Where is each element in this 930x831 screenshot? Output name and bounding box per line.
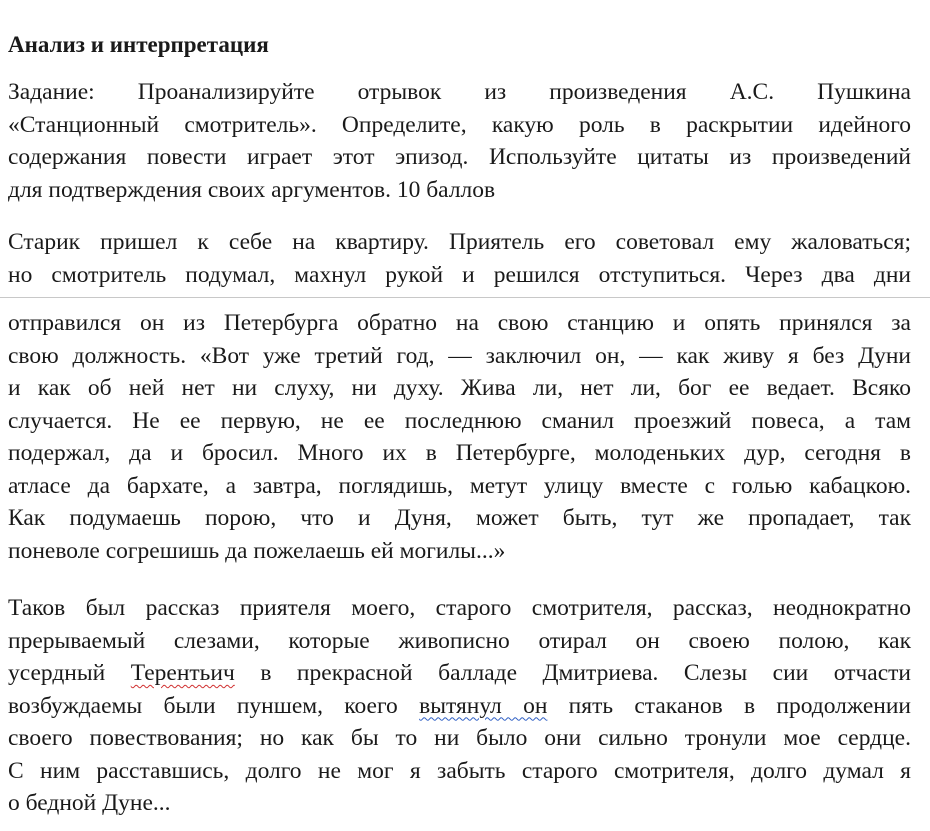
task-line: для подтверждения своих аргументов. 10 баллов [8,176,496,203]
task-paragraph [8,76,911,206]
grammar-marked-phrase[interactable]: вытянул он [419,692,548,719]
passage-line: о бедной Дуне... [8,790,171,816]
passage-line: атласе да бархате, а завтра, поглядишь, метут улицу вместе с голью кабацкою. [8,472,911,499]
passage-paragraph-top [8,226,911,291]
passage-line: Таков был рассказ приятеля моего, старого смотрителя, рассказ, неоднократно [8,595,911,621]
line-text: пять стаканов в продолжении [547,692,911,719]
passage-paragraph-final [8,592,911,820]
passage-line: свою должность. «Вот уже третий год, — заключил он, — как живу я без Дуни [8,342,911,369]
task-line: «Станционный смотритель». Определите, какую роль в раскрытии идейного [8,111,911,138]
section-heading: Анализ и интерпретация [8,32,269,57]
passage-line: поневоле согрешишь да пожелаешь ей могилы...» [8,537,506,564]
passage-line: но смотритель подумал, махнул рукой и решился отступиться. Через два дни [8,261,911,288]
page-break-divider [0,297,930,298]
line-text: в прекрасной балладе Дмитриева. Слезы сии отчасти [234,660,911,686]
passage-line [8,657,911,690]
passage-line: и как об ней нет ни слуху, ни духу. Жива ли, нет ли, бог ее ведает. Всяко [8,375,911,401]
task-line: Задание: Проанализируйте отрывок из произведения А.С. Пушкина [8,79,911,105]
passage-line: случается. Не ее первую, не ее последнюю сманил проезжий повеса, а там [8,407,911,434]
passage-line: прерываемый слезами, которые живописно отирал он своею полою, как [8,627,911,654]
passage-line: С ним расставшись, долго не мог я забыть старого смотрителя, долго думал я [8,757,911,784]
spelling-marked-word[interactable]: Терентьич [130,660,235,686]
passage-line: Как подумаешь порою, что и Дуня, может быть, тут же пропадает, так [8,505,911,531]
passage-line [8,690,911,723]
passage-line: своего повествования; но как бы то ни было они сильно тронули мое сердце. [8,725,911,751]
passage-line: Старик пришел к себе на квартиру. Приятель его советовал ему жаловаться; [8,229,911,255]
task-line: содержания повести играет этот эпизод. Используйте цитаты из произведений [8,144,911,170]
passage-paragraph-continued [8,307,911,567]
line-text: усердный [8,660,131,686]
passage-line: подержал, да и бросил. Много их в Петербурге, молоденьких дур, сегодня в [8,440,911,466]
line-text: возбуждаемы были пуншем, коего [8,692,420,719]
passage-line: отправился он из Петербурга обратно на свою станцию и опять принялся за [8,310,911,336]
